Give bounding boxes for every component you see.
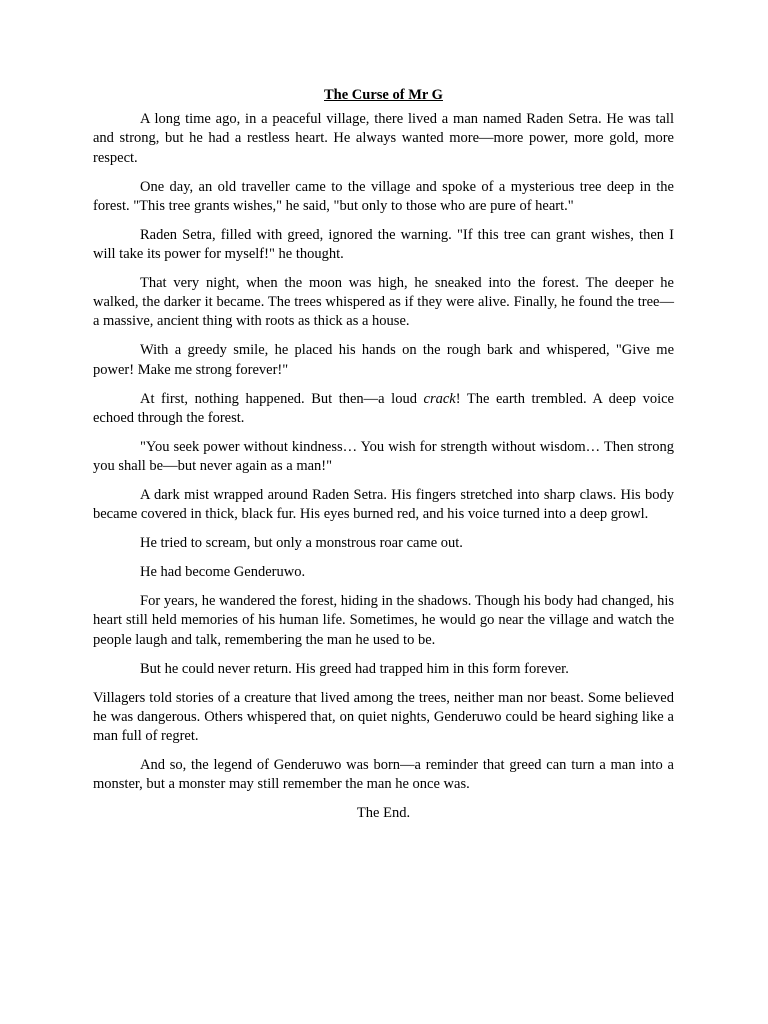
the-end: The End. [356,805,411,822]
paragraph-6 [93,390,674,428]
document-page [93,86,674,823]
paragraph-1: A long time ago, in a peaceful village, there lived a man named Raden Setra. He was tall and strong, but he had a restless heart. He always wanted more—more power, more gold, more respect. [93,111,674,166]
paragraph-10: He had become Genderuwo. [140,564,306,581]
paragraph-4: That very night, when the moon was high, he sneaked into the forest. The deeper he walked, the darker it became. The trees whispered as if they were alive. Finally, he found the tree—a massive, ancient thing with roots as thick as a house. [93,275,674,330]
document-title: The Curse of Mr G [324,87,443,103]
paragraph-6-start: At first, nothing happened. But then—a loud [140,390,424,407]
paragraph-3: Raden Setra, filled with greed, ignored the warning. "If this tree can grant wishes, then I will take its power for myself!" he thought. [93,226,674,263]
paragraph-11: For years, he wandered the forest, hiding in the shadows. Though his body had changed, his heart still held memories of his human life. Sometimes, he would go near the village and watch the people laugh and talk, remembering the man he used to be. [93,593,674,648]
paragraph-14: And so, the legend of Genderuwo was born—a reminder that greed can turn a man into a monster, but a monster may still remember the man he once was. [93,757,674,793]
paragraph-6-end: ! The earth trembled. A deep voice echoed through the forest. [93,390,674,426]
paragraph-6-italic: crack [423,390,456,407]
paragraph-7: "You seek power without kindness… You wish for strength without wisdom… Then strong you shall be—but never again as a man!" [93,438,674,475]
paragraph-9: He tried to scream, but only a monstrous roar came out. [140,535,463,552]
paragraph-12: But he could never return. His greed had trapped him in this form forever. [140,660,569,677]
paragraph-13: Villagers told stories of a creature that lived among the trees, neither man nor beast. Some believed he was dangerous. Others whispered that, on quiet nights, Genderuwo could be heard sighing like a man full of regret. [93,689,674,745]
paragraph-8: A dark mist wrapped around Raden Setra. His fingers stretched into sharp claws. His body became covered in thick, black fur. His eyes burned red, and his voice turned into a deep growl. [93,487,674,523]
paragraph-2: One day, an old traveller came to the village and spoke of a mysterious tree deep in the forest. "This tree grants wishes," he said, "but only to those who are pure of heart." [93,178,674,214]
paragraph-5: With a greedy smile, he placed his hands on the rough bark and whispered, "Give me power! Make me strong forever!" [93,342,674,378]
